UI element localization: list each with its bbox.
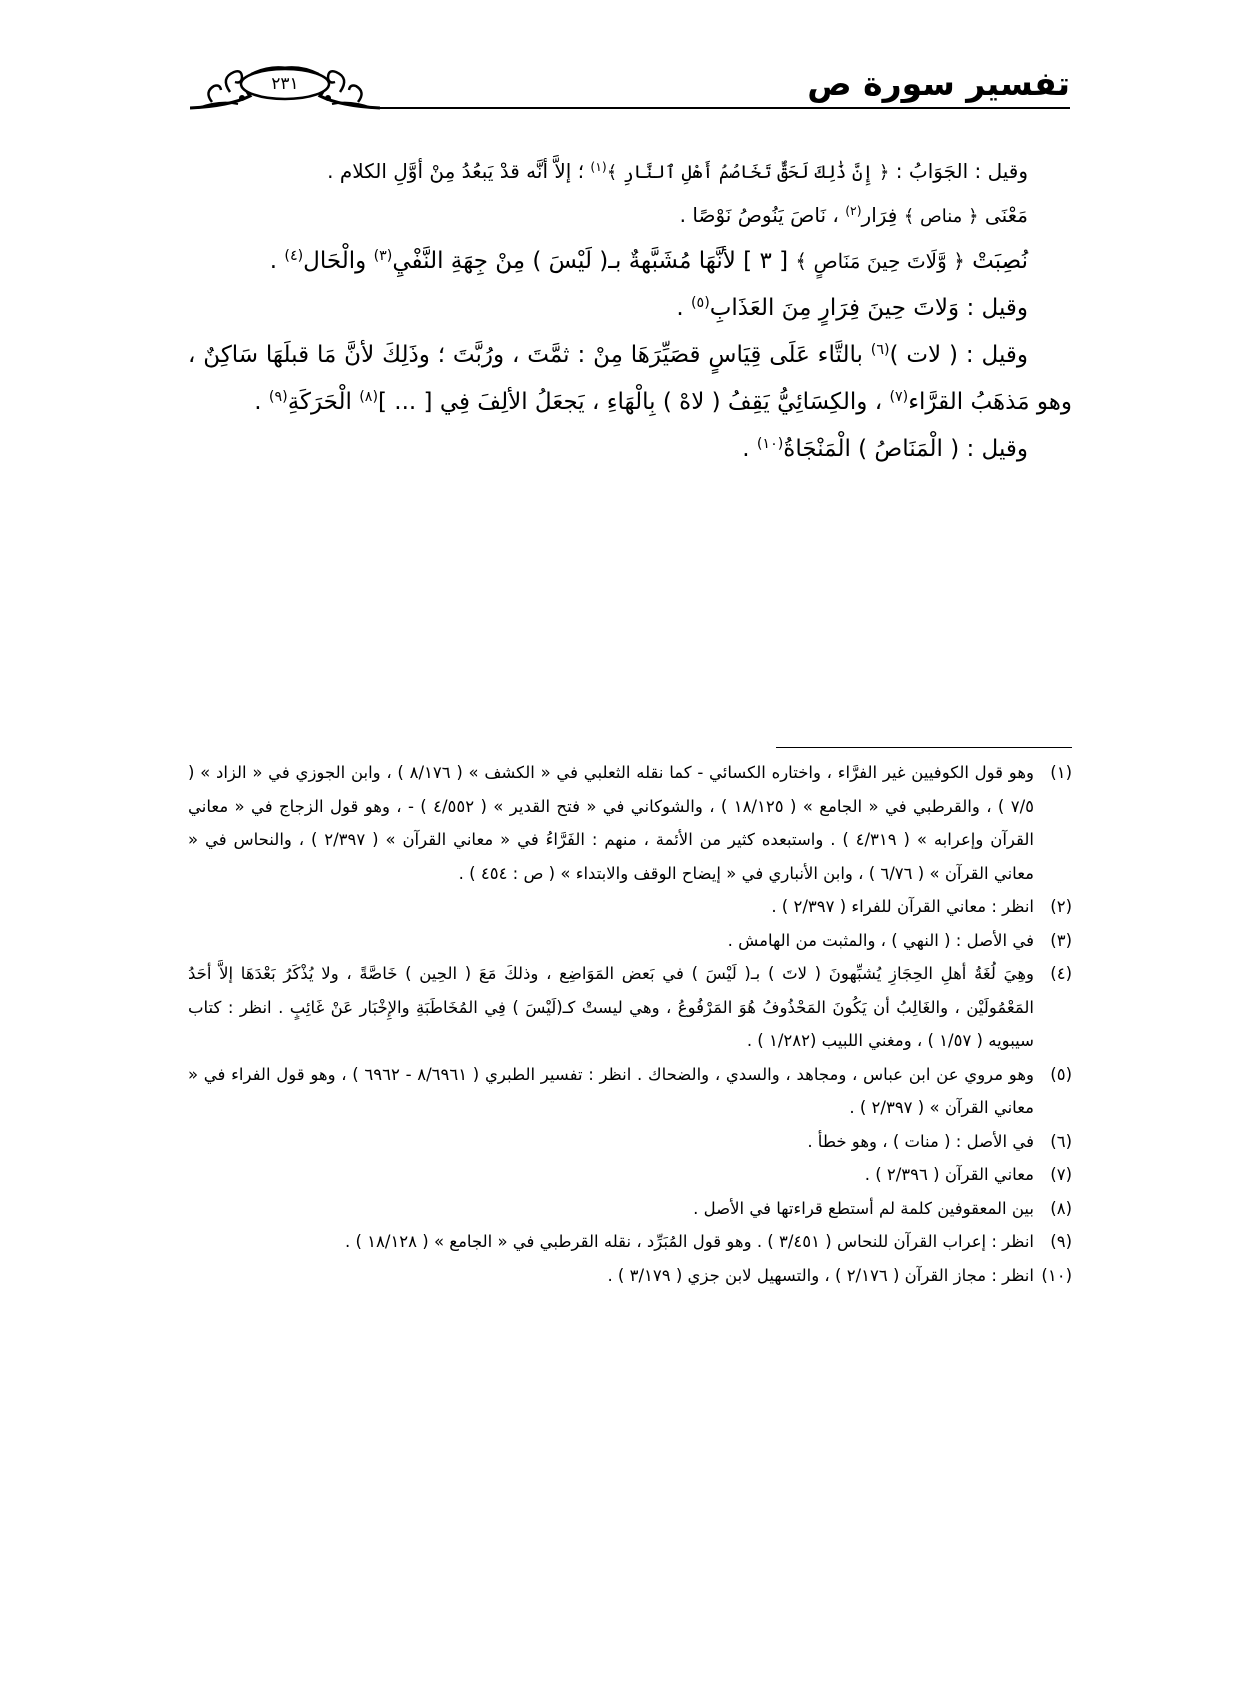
footnote-number: (٨) — [1050, 1198, 1072, 1218]
text-run: ، والكِسَائِيُّ يَقِفُ ( لاهْ ) بِالْهَاءِ ، يَجعَلُ الألِفَ فِي [ ... ] — [378, 389, 890, 415]
header-rule — [380, 107, 1070, 109]
text-run: وقيل : الجَوَابُ : — [889, 159, 1028, 183]
footnote-separator — [776, 747, 1072, 748]
footnote-ref: (٣) — [373, 248, 393, 265]
text-run: بالتَّاء عَلَى قِيَاسٍ قصَيِّرَهَا مِنْ : ثمَّتَ ، ورُبَّتَ ؛ وذَلِكَ لأنَّ مَا قبلَهَا سَاكِنٌ ، وهو مَذهَبُ القرَّاء — [188, 342, 1072, 415]
footnote-text: وهِيَ لُغَةُ أهلِ الحِجَازِ يُشبِّهونَ ( لاتَ ) بـ( لَيْسَ ) في بَعض المَوَاضِع ، وذلكَ مَعَ ( الحِين ) خَاصَّةً ، ولا يُذْكَرُ بَعْدَهَا إلاَّ أحَدُ المَعْمُولَيْن ، والغَالِبُ أن يَكُونَ المَحْذُوفُ هُوَ المَرْفُوعُ ، وهي ليستْ كـ(لَيْسَ ) فِي المُخَاطَبَةِ والإِخْبَار عَنْ غَائِبٍ . انظر : كتاب سيبويه ( ١/٥٧ ) ، ومغني اللبيب (١/٢٨٢ ) . — [188, 964, 1034, 1050]
footnote-text: انظر : مجاز القرآن ( ٢/١٧٦ ) ، والتسهيل لابن جزي ( ٣/١٧٩ ) . — [607, 1265, 1034, 1285]
footnote-text: وهو قول الكوفيين غير الفرَّاء ، واختاره الكسائي - كما نقله الثعلبي في « الكشف » ( ٨/١٧٦ ) ، وابن الجوزي في « الزاد » ( ٧/٥ ) ، والقرطبي في « الجامع » ( ١٨/١٢٥ ) ، والشوكاني في « فتح القدير » ( ٤/٥٥٢ ) - ، وهو قول الزجاج في « معاني القرآن وإعرابه » ( ٤/٣١٩ ) . واستبعده كثير من الأئمة ، منهم : الفَرَّاءُ في « معاني القرآن » ( ٢/٣٩٧ ) ، والنحاس في « معاني القرآن » ( ٦/٧٦ ) ، وابن الأنباري في « إيضاح الوقف والابتداء » ( ص : ٤٥٤ ) . — [188, 763, 1034, 883]
footnote-number: (١٠) — [1041, 1265, 1072, 1285]
footnote-ref: (١٠) — [756, 436, 784, 453]
footnote-number: (٣) — [1050, 930, 1072, 950]
text-run: [ ٣ ] لأنَّهَا مُشَبَّهةٌ بـ( لَيْسَ ) مِنْ جِهَةِ النَّفْيِ — [392, 248, 796, 274]
footnote-ref: (٩) — [268, 389, 288, 406]
footnote-number: (٩) — [1050, 1232, 1072, 1251]
footnote-text: بين المعقوفين كلمة لم أستطع قراءتها في الأصل . — [693, 1198, 1034, 1218]
footnote-text: انظر : معاني القرآن للفراء ( ٢/٣٩٧ ) . — [771, 897, 1034, 916]
footnote-number: (٥) — [1050, 1064, 1072, 1084]
text-run: وقيل : ( الْمَنَاصُ ) الْمَنْجَاةُ — [783, 436, 1028, 462]
main-text — [188, 150, 1072, 473]
footnote-ref: (٦) — [870, 342, 890, 359]
footnote — [188, 1158, 1072, 1192]
footnote-text: معاني القرآن ( ٢/٣٩٦ ) . — [864, 1165, 1034, 1184]
paragraph-meaning — [188, 194, 1072, 238]
footnote-text: في الأصل : ( منات ) ، وهو خطأ . — [807, 1131, 1034, 1151]
footnote-ref: (٤) — [284, 248, 304, 265]
paragraph-flight — [188, 285, 1072, 332]
text-run: . — [676, 295, 691, 321]
text-run: ؛ إلاَّ أنَّه قدْ يَبعُدُ مِنْ أوَّلِ الكلام . — [327, 159, 591, 183]
footnote-number: (٦) — [1050, 1131, 1072, 1151]
footnote-number: (٤) — [1050, 964, 1072, 983]
text-run: وقيل : وَلاتَ حِينَ فِرَارٍ مِنَ العَذَابِ — [709, 295, 1028, 321]
footnote-ref: (٧) — [889, 389, 909, 406]
footnote-ref: (٨) — [359, 389, 378, 406]
footnote-number: (٢) — [1050, 897, 1072, 916]
footnote-ref: (٢) — [845, 203, 862, 219]
paragraph-refuge — [188, 426, 1072, 473]
paragraph-answer — [188, 150, 1072, 194]
page-header — [190, 62, 1070, 112]
footnote — [188, 924, 1072, 958]
footnote-number: (١) — [1050, 763, 1072, 782]
quran-quote: ﴿ وَّلَاتَ حِينَ مَنَاصٍ ﴾ — [795, 249, 965, 273]
footnote-ref: (١) — [590, 159, 607, 175]
page-title: تفسير سورة ص — [807, 64, 1070, 103]
quran-quote: ﴿ مناص ﴾ — [903, 206, 979, 227]
footnote — [188, 957, 1072, 1058]
footnote-ref: (٥) — [690, 295, 710, 312]
quran-quote: ﴿ إِنَّ ذَٰلِكَ لَحَقٌّ تَخَاصُمُ أَهْلِ ٱلنَّارِ ﴾ — [606, 162, 890, 183]
text-run: فِرَار — [861, 203, 904, 227]
text-run: مَعْنَى — [978, 203, 1028, 227]
footnote — [188, 1225, 1072, 1259]
paragraph-lat — [188, 332, 1072, 426]
footnote — [188, 890, 1072, 924]
paragraph-nasb — [188, 238, 1072, 285]
footnote — [188, 1058, 1072, 1125]
text-run: ، نَاصَ يَنُوصُ نَوْصًا . — [679, 203, 846, 227]
footnote-text: انظر : إعراب القرآن للنحاس ( ٣/٤٥١ ) . وهو قول المُبَرِّد ، نقله القرطبي في « الجامع » ( ١٨/١٢٨ ) . — [344, 1232, 1034, 1251]
footnote-text: في الأصل : ( النهي ) ، والمثبت من الهامش . — [727, 930, 1034, 950]
text-run: والْحَال — [303, 248, 374, 274]
footnote-number: (٧) — [1050, 1165, 1072, 1184]
text-run: . — [254, 389, 269, 415]
text-run: . — [269, 248, 285, 274]
footnote — [188, 1125, 1072, 1159]
page-number: ٢٣١ — [271, 74, 299, 94]
text-run: . — [742, 436, 757, 462]
text-run: نُصِبَتْ — [964, 248, 1028, 274]
text-run: وقيل : ( لات ) — [889, 342, 1028, 368]
footnote — [188, 756, 1072, 890]
footnotes — [188, 756, 1072, 1292]
footnote-text: وهو مروي عن ابن عباس ، ومجاهد ، والسدي ، والضحاك . انظر : تفسير الطبري ( ٨/٦٩٦١ - ٦٩٦٢ ) ، وهو قول الفراء في « معاني القرآن » ( ٢/٣٩٧ ) . — [188, 1064, 1034, 1117]
footnote — [188, 1192, 1072, 1226]
text-run: الْحَرَكَةِ — [287, 389, 360, 415]
footnote — [188, 1259, 1072, 1293]
